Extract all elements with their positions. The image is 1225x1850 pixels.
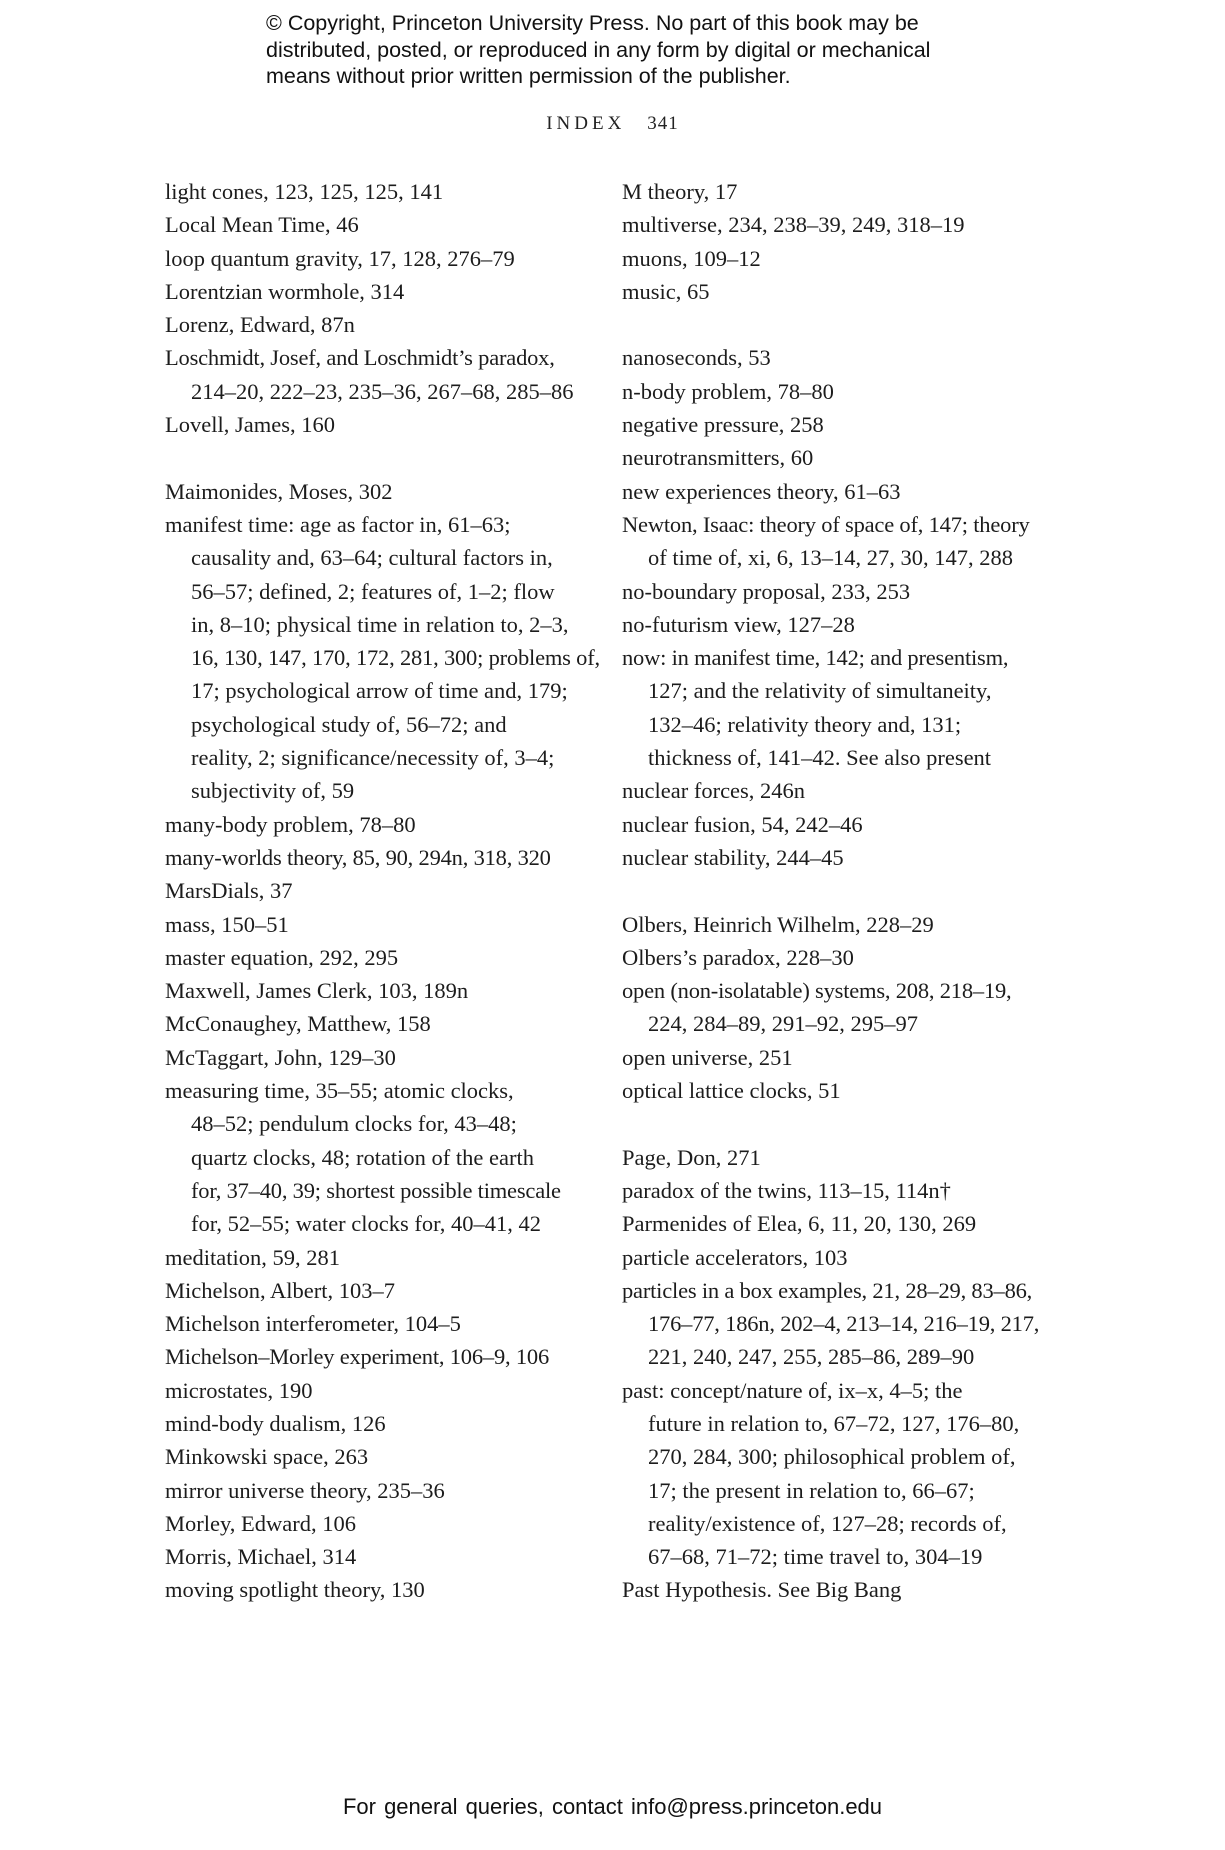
index-entry: Parmenides of Elea, 6, 11, 20, 130, 269	[622, 1211, 977, 1237]
index-entry: Morris, Michael, 314	[165, 1544, 357, 1570]
index-entry: negative pressure, 258	[622, 412, 824, 438]
footer-contact: For general queries, contact info@press.princeton.edu	[342, 1794, 883, 1819]
index-column-right	[622, 175, 1042, 1607]
index-entry: open (non-isolatable) systems, 208, 218–19,	[622, 978, 1012, 1004]
index-column-left	[165, 175, 605, 1607]
index-entry-continuation: quartz clocks, 48; rotation of the earth	[191, 1144, 535, 1170]
index-entry-continuation: 221, 240, 247, 255, 285–86, 289–90	[648, 1344, 975, 1370]
index-entry: optical lattice clocks, 51	[622, 1078, 841, 1104]
index-entry: Lorentzian wormhole, 314	[165, 278, 405, 304]
index-entry: meditation, 59, 281	[165, 1244, 340, 1270]
index-entry: nuclear fusion, 54, 242–46	[622, 811, 863, 837]
index-entry: many-worlds theory, 85, 90, 294n, 318, 320	[165, 844, 551, 870]
index-entry: Loschmidt, Josef, and Loschmidt’s paradox,	[165, 345, 555, 371]
index-entry: manifest time: age as factor in, 61–63;	[165, 511, 511, 537]
index-entry: Minkowski space, 263	[165, 1444, 369, 1470]
index-entry-continuation: for, 37–40, 39; shortest possible timescale	[191, 1177, 561, 1203]
index-entry: nanoseconds, 53	[622, 345, 771, 371]
index-entry: measuring time, 35–55; atomic clocks,	[165, 1078, 514, 1104]
index-entry: Past Hypothesis. See Big Bang	[622, 1577, 902, 1603]
copyright-line: © Copyright, Princeton University Press. No part of this book may be	[266, 11, 919, 35]
page-number: 341	[647, 113, 679, 134]
index-entry: past: concept/nature of, ix–x, 4–5; the	[622, 1377, 963, 1403]
index-entry: MarsDials, 37	[165, 878, 293, 904]
index-entry: no-boundary proposal, 233, 253	[622, 578, 911, 604]
index-entry-continuation: 17; psychological arrow of time and, 179;	[191, 678, 568, 704]
index-entry-continuation: 56–57; defined, 2; features of, 1–2; flow	[191, 578, 555, 604]
letter-group-gap	[622, 1107, 1042, 1140]
index-entry: music, 65	[622, 278, 710, 304]
index-entry: microstates, 190	[165, 1377, 313, 1403]
index-entry: McConaughey, Matthew, 158	[165, 1011, 431, 1037]
running-head	[0, 113, 1225, 135]
index-entry: loop quantum gravity, 17, 128, 276–79	[165, 245, 515, 271]
index-entry: Michelson, Albert, 103–7	[165, 1277, 395, 1303]
index-entry: paradox of the twins, 113–15, 114n†	[622, 1177, 951, 1203]
index-entry-continuation: in, 8–10; physical time in relation to, 2–3,	[191, 611, 569, 637]
index-entry-continuation: future in relation to, 67–72, 127, 176–80,	[648, 1410, 1020, 1436]
index-entry: no-futurism view, 127–28	[622, 611, 855, 637]
index-entry: nuclear forces, 246n	[622, 778, 806, 804]
index-entry: mirror universe theory, 235–36	[165, 1477, 445, 1503]
index-entry-continuation: 17; the present in relation to, 66–67;	[648, 1477, 975, 1503]
index-entry-continuation: thickness of, 141–42. See also present	[648, 745, 992, 771]
index-entry: Michelson interferometer, 104–5	[165, 1311, 461, 1337]
index-entry: particle accelerators, 103	[622, 1244, 848, 1270]
index-entry: new experiences theory, 61–63	[622, 478, 901, 504]
index-entry: n-body problem, 78–80	[622, 378, 834, 404]
index-entry: Olbers’s paradox, 228–30	[622, 944, 854, 970]
index-entry-continuation: 67–68, 71–72; time travel to, 304–19	[648, 1544, 983, 1570]
running-head-label: INDEX	[546, 113, 626, 134]
index-entry: McTaggart, John, 129–30	[165, 1044, 396, 1070]
letter-group-gap	[622, 308, 1042, 341]
index-entry-continuation: 127; and the relativity of simultaneity,	[648, 678, 992, 704]
index-entry-continuation: causality and, 63–64; cultural factors in,	[191, 545, 553, 571]
index-entry-continuation: 132–46; relativity theory and, 131;	[648, 711, 962, 737]
index-entry: Olbers, Heinrich Wilhelm, 228–29	[622, 911, 934, 937]
index-entry: open universe, 251	[622, 1044, 793, 1070]
index-entry: mass, 150–51	[165, 911, 289, 937]
copyright-line: means without prior written permission of the publisher.	[266, 64, 791, 88]
letter-group-gap	[165, 441, 605, 474]
index-entry-continuation: 16, 130, 147, 170, 172, 281, 300; problems of,	[191, 645, 600, 671]
index-entry: neurotransmitters, 60	[622, 445, 814, 471]
index-entry-continuation: 270, 284, 300; philosophical problem of,	[648, 1444, 1016, 1470]
index-entry: Maimonides, Moses, 302	[165, 478, 393, 504]
index-entry-continuation: for, 52–55; water clocks for, 40–41, 42	[191, 1211, 541, 1237]
letter-group-gap	[622, 874, 1042, 907]
index-entry: many-body problem, 78–80	[165, 811, 416, 837]
index-entry: Maxwell, James Clerk, 103, 189n	[165, 978, 469, 1004]
index-entry: Newton, Isaac: theory of space of, 147; theory	[622, 511, 1030, 537]
index-entry: M theory, 17	[622, 179, 738, 204]
index-entry-continuation: 48–52; pendulum clocks for, 43–48;	[191, 1111, 517, 1137]
index-entry: mind-body dualism, 126	[165, 1410, 386, 1436]
index-entry-continuation: of time of, xi, 6, 13–14, 27, 30, 147, 288	[648, 545, 1013, 571]
index-entry-continuation: 214–20, 222–23, 235–36, 267–68, 285–86	[191, 378, 574, 404]
index-entry: nuclear stability, 244–45	[622, 844, 844, 870]
index-entry: Local Mean Time, 46	[165, 212, 359, 238]
copyright-line: distributed, posted, or reproduced in any form by digital or mechanical	[266, 37, 931, 62]
index-entry-continuation: reality/existence of, 127–28; records of,	[648, 1510, 1007, 1536]
copyright-notice	[266, 10, 1026, 90]
index-entry-continuation: subjectivity of, 59	[191, 778, 355, 804]
index-entry-continuation: 224, 284–89, 291–92, 295–97	[648, 1011, 918, 1037]
index-entry: now: in manifest time, 142; and presentism,	[622, 645, 1009, 671]
index-entry: particles in a box examples, 21, 28–29, 83–86,	[622, 1277, 1033, 1303]
index-entry: moving spotlight theory, 130	[165, 1577, 425, 1603]
index-entry: Lorenz, Edward, 87n	[165, 312, 355, 338]
index-entry: Lovell, James, 160	[165, 412, 335, 438]
index-entry-continuation: 176–77, 186n, 202–4, 213–14, 216–19, 217,	[648, 1311, 1040, 1337]
index-entry-continuation: reality, 2; significance/necessity of, 3–4;	[191, 745, 555, 771]
index-entry: light cones, 123, 125, 125, 141	[165, 179, 444, 204]
index-entry-continuation: psychological study of, 56–72; and	[191, 711, 507, 737]
index-entry: Michelson–Morley experiment, 106–9, 106	[165, 1344, 550, 1370]
index-entry: multiverse, 234, 238–39, 249, 318–19	[622, 212, 965, 238]
index-entry: Page, Don, 271	[622, 1144, 761, 1170]
index-entry: master equation, 292, 295	[165, 944, 399, 970]
index-entry: muons, 109–12	[622, 245, 761, 271]
index-entry: Morley, Edward, 106	[165, 1510, 356, 1536]
